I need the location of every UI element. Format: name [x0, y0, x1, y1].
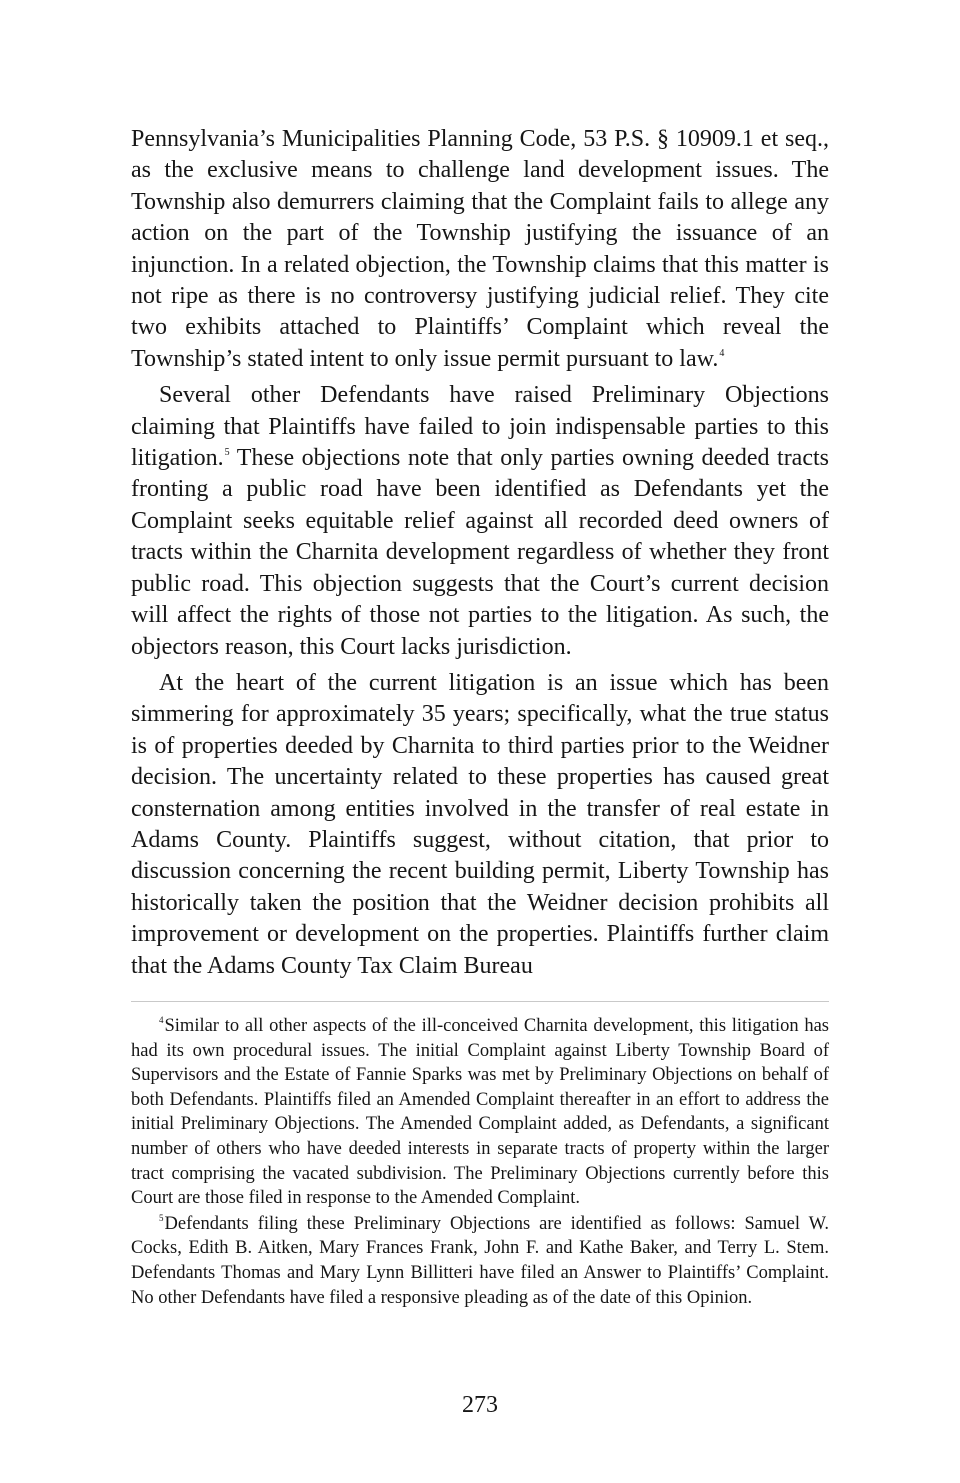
paragraph-preliminary-objections — [131, 380, 829, 663]
opinion-body — [131, 124, 829, 982]
footnote-ref-4[interactable]: 4 — [719, 347, 725, 359]
paragraph-text: Several other Defendants have raised Preliminary Objections claiming that Plaintiffs have failed to join indispensable parties to this litigation. — [131, 382, 829, 472]
paragraph-text: Pennsylvania’s Municipalities Planning Code, 53 P.S. § 10909.1 et seq., as the exclusive means to challenge land development issues. The Township also demurrers claiming that the Complaint fails to allege any action on the part of the Township justifying the issuance of an injunction. In a related objection, the Township claims that this matter is not ripe as there is no controversy justifying judicial relief. They cite two exhibits attached to Plaintiffs’ Complaint which reveal the Township’s stated intent to only issue permit pursuant to law. — [131, 126, 829, 372]
paragraph-text: At the heart of the current litigation is an issue which has been simmering for approximately 35 years; specifically, what the true status is of properties deeded by Charnita to third parties prior to the Weidner decision. The uncertainty related to these properties has caused great consternation among entities involved in the transfer of real estate in Adams County. Plaintiffs suggest, without citation, that prior to discussion concerning the recent building permit, Liberty Township has historically taken the position that the Weidner decision prohibits all improvement or development on the properties. Plaintiffs further claim that the Adams County Tax Claim Bureau — [131, 669, 829, 979]
footnote-text: Similar to all other aspects of the ill-conceived Charnita development, this litigation has had its own procedural issues. The initial Complaint against Liberty Township Board of Supervisors and the Estate of Fannie Sparks was met by Preliminary Objections on behalf of both Defendants. Plaintiffs filed an Amended Complaint thereafter in an effort to address the initial Preliminary Objections. The Amended Complaint added, as Defendants, a significant number of others who have deeded interests in separate tracts of property within the larger tract comprising the vacated subdivision. The Preliminary Objections currently before this Court are those filed in response to the Amended Complaint. — [131, 1016, 829, 1209]
page-number: 273 — [462, 1392, 498, 1418]
footnote-divider — [131, 1001, 829, 1002]
footnotes — [131, 1014, 829, 1310]
footnote-mark: 4 — [159, 1015, 164, 1025]
paragraph-text-continued: These objections note that only parties owning deeded tracts fronting a public road have been identified as Defendants yet the Complaint seeks equitable relief against all recorded deed owners of tracts within the Charnita development regardless of whether they front public road. This objection suggests that the Court’s current decision will affect the rights of those not parties to the litigation. As such, the objectors reason, this Court lacks jurisdiction. — [131, 445, 829, 660]
footnote-4 — [131, 1014, 829, 1211]
paragraph-heart-of-litigation — [131, 668, 829, 982]
footnote-mark: 5 — [159, 1212, 164, 1223]
footnote-text: Defendants filing these Preliminary Objections are identified as follows: Samuel W. Cocks, Edith B. Aitken, Mary Frances Frank, John F. and Kathe Baker, and Terry L. Stem. Defendants Thomas and Mary Lynn Billitteri have filed an Answer to Plaintiffs’ Complaint. No other Defendants have filed a responsive pleading as of the date of this Opinion. — [131, 1213, 829, 1308]
footnote-ref-5[interactable]: 5 — [224, 447, 230, 459]
paragraph-continued — [131, 124, 829, 375]
footnote-5 — [131, 1212, 829, 1310]
